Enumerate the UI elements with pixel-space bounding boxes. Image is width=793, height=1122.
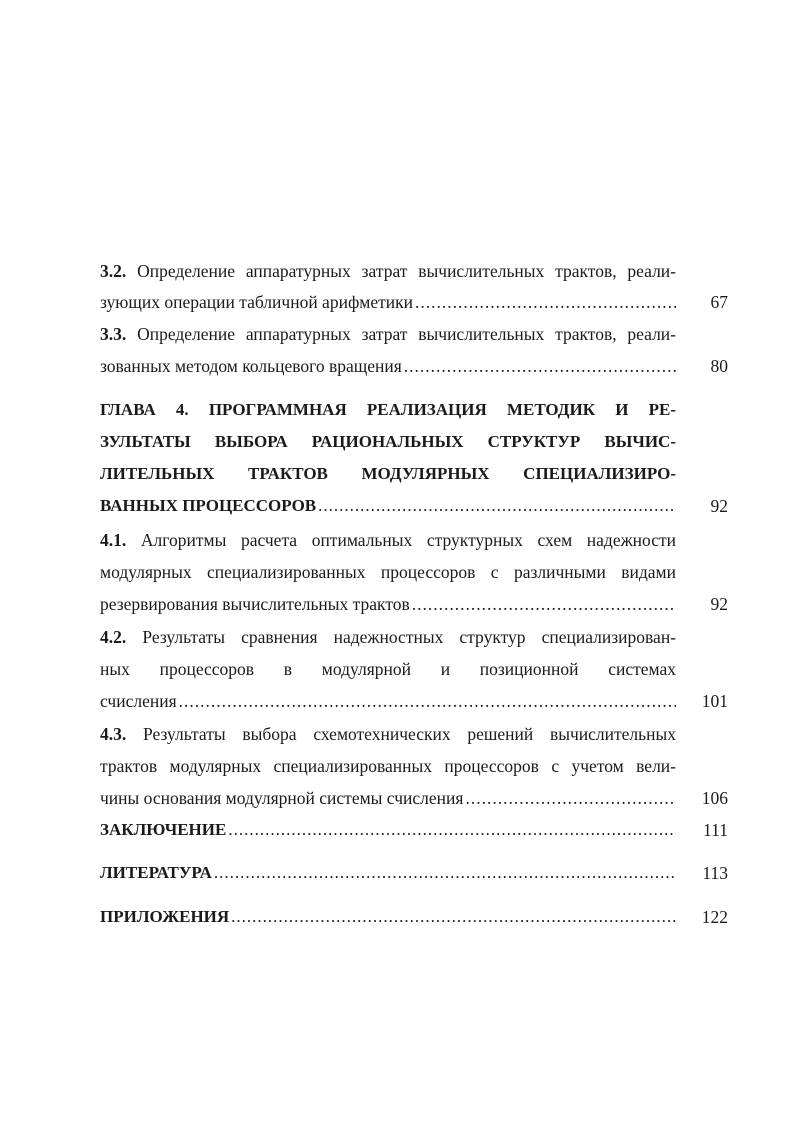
chapter-4-line-2: ЗУЛЬТАТЫ ВЫБОРА РАЦИОНАЛЬНЫХ СТРУКТУР ВЫЧИС-: [100, 432, 676, 451]
page-number: 80: [710, 356, 728, 376]
toc-entry-4-3-line-3: [100, 786, 676, 810]
toc-entry-4-3-line-2: трактов модулярных специализированных процессоров с учетом вели-: [100, 756, 676, 776]
entry-text: Результаты выбора схемотехнических решений вычислительных: [143, 724, 676, 744]
dot-leader: [404, 354, 676, 378]
entry-text: зованных методом кольцевого вращения: [100, 356, 402, 376]
section-number: 3.2.: [100, 261, 127, 281]
dot-leader: [465, 786, 676, 810]
entry-text: Алгоритмы расчета оптимальных структурных схем надежности: [140, 530, 677, 550]
toc-entry-3-2-line-2: [100, 290, 676, 314]
toc-entry-3-3-line-1: [100, 322, 676, 346]
entry-text: ВАННЫХ ПРОЦЕССОРОВ: [100, 496, 317, 515]
dot-leader: [179, 689, 676, 713]
chapter-4-line-3: ЛИТЕЛЬНЫХ ТРАКТОВ МОДУЛЯРНЫХ СПЕЦИАЛИЗИРО-: [100, 464, 676, 483]
entry-text: Определение аппаратурных затрат вычислительных трактов, реали-: [137, 324, 676, 344]
entry-text: ЛИТЕРАТУРА: [100, 863, 212, 882]
toc-entry-4-1-line-2: модулярных специализированных процессоров с различными видами: [100, 562, 676, 582]
dot-leader: [231, 905, 676, 929]
toc-entry-4-1-line-3: [100, 592, 676, 616]
dot-leader: [228, 818, 676, 842]
entry-text: зующих операции табличной арифметики: [100, 292, 414, 312]
dot-leader: [415, 290, 676, 314]
entry-text: ПРИЛОЖЕНИЯ: [100, 907, 230, 926]
dot-leader: [412, 592, 676, 616]
page-number: 111: [703, 820, 728, 840]
entry-text: Результаты сравнения надежностных структур специализирован-: [142, 627, 677, 647]
dot-leader: [318, 494, 676, 518]
section-number: 4.2.: [100, 627, 127, 647]
toc-entry-literature: [100, 861, 676, 885]
chapter-4-line-4: [100, 494, 676, 518]
toc-entry-4-1-line-1: [100, 528, 676, 552]
page-number: 92: [710, 594, 728, 614]
toc-entry-3-3-line-2: [100, 354, 676, 378]
entry-text: резервирования вычислительных трактов: [100, 594, 410, 614]
toc-entry-4-2-line-1: [100, 625, 676, 649]
page-number: 92: [710, 496, 728, 516]
page-number: 122: [701, 907, 728, 927]
entry-text: Определение аппаратурных затрат вычислительных трактов, реали-: [137, 261, 676, 281]
page-number: 113: [702, 863, 728, 883]
chapter-4-line-1: ГЛАВА 4. ПРОГРАММНАЯ РЕАЛИЗАЦИЯ МЕТОДИК И РЕ-: [100, 400, 676, 419]
entry-text: чины основания модулярной системы счисления: [100, 788, 464, 808]
dot-leader: [214, 861, 676, 885]
page-number: 67: [710, 292, 728, 312]
page-number: 101: [701, 691, 728, 711]
section-number: 3.3.: [100, 324, 127, 344]
toc-entry-4-2-line-2: ных процессоров в модулярной и позиционной системах: [100, 659, 676, 679]
page-number: 106: [701, 788, 728, 808]
section-number: 4.3.: [100, 724, 127, 744]
entry-text: счисления: [100, 691, 177, 711]
entry-text: ЗАКЛЮЧЕНИЕ: [100, 820, 227, 839]
toc-entry-3-2-line-1: [100, 259, 676, 283]
section-number: 4.1.: [100, 530, 127, 550]
toc-entry-appendices: [100, 905, 676, 929]
toc-entry-conclusion: [100, 818, 676, 842]
toc-entry-4-2-line-3: [100, 689, 676, 713]
toc-entry-4-3-line-1: [100, 722, 676, 746]
